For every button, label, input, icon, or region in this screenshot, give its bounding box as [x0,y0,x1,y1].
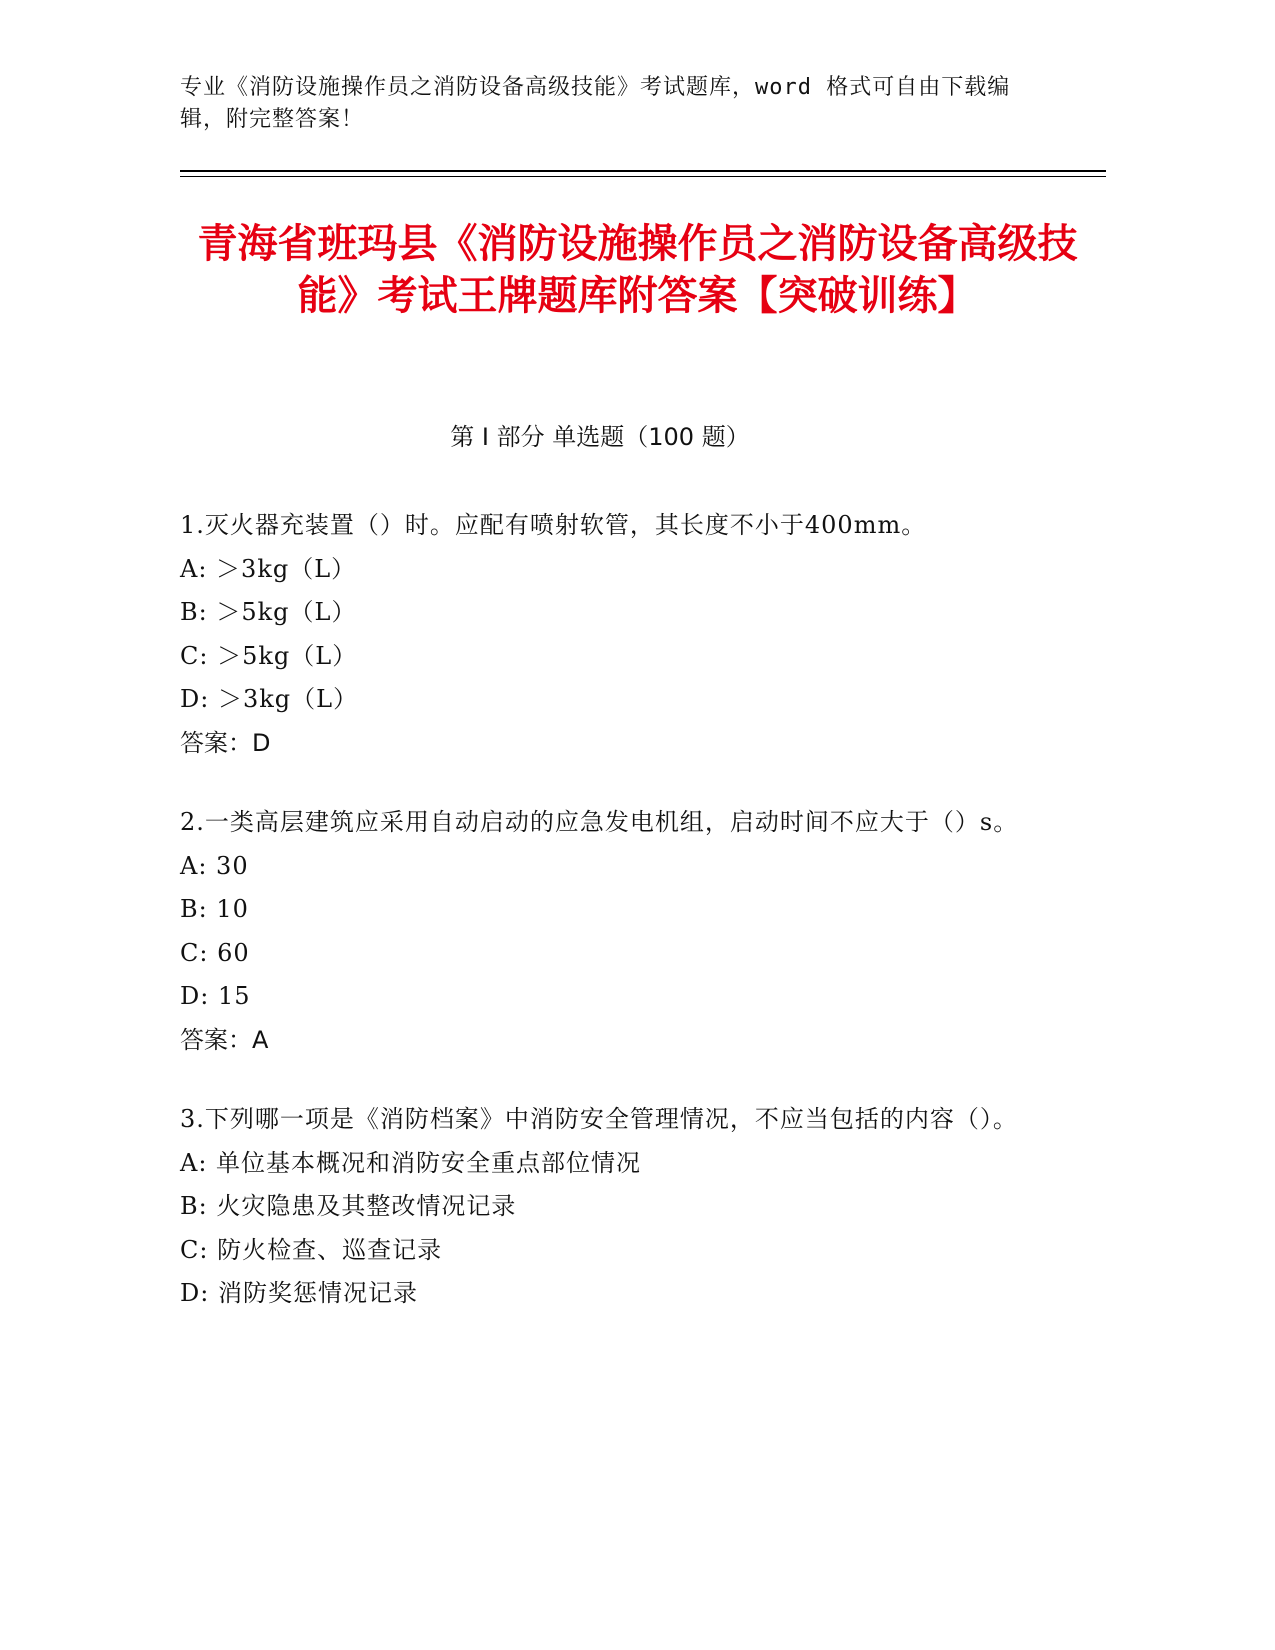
header-note: 专业《消防设施操作员之消防设备高级技能》考试题库，word 格式可自由下载编辑，附完整答案！ [180,75,1011,132]
option-b: B: 10 [180,895,249,923]
option-c: C: 防火检查、巡查记录 [180,1235,443,1264]
question-stem: 2.一类高层建筑应采用自动启动的应急发电机组，启动时间不应大于（）s。 [180,808,1019,836]
option-d: D: ＞3kg（L） [180,685,359,713]
answer-line: 答案：D [180,728,271,757]
section-title: 第 I 部分 单选题（100 题） [450,423,750,451]
document-title: 青海省班玛县《消防设施操作员之消防设备高级技能》考试王牌题库附答案【突破训练】 [197,221,1078,319]
question-list [180,504,1040,1352]
answer-line: 答案：A [180,1025,269,1054]
header-divider-thin [180,176,1106,177]
option-a: A: ＞3kg（L） [180,554,357,583]
option-c: C: ＞5kg（L） [180,641,358,670]
header-divider [180,170,1106,172]
option-d: D: 消防奖惩情况记录 [180,1279,418,1307]
option-a: A: 单位基本概况和消防安全重点部位情况 [180,1148,642,1177]
option-c: C: 60 [180,938,250,967]
question-item [180,504,1040,765]
question-item [180,1098,1040,1316]
question-stem: 1.灭火器充装置（）时。应配有喷射软管，其长度不小于400mm。 [180,511,927,539]
question-stem: 3.下列哪一项是《消防档案》中消防安全管理情况，不应当包括的内容（）。 [180,1105,1018,1133]
question-item [180,801,1040,1062]
option-b: B: 火灾隐患及其整改情况记录 [180,1192,517,1220]
option-a: A: 30 [180,851,249,880]
option-d: D: 15 [180,982,251,1010]
option-b: B: ＞5kg（L） [180,598,357,626]
